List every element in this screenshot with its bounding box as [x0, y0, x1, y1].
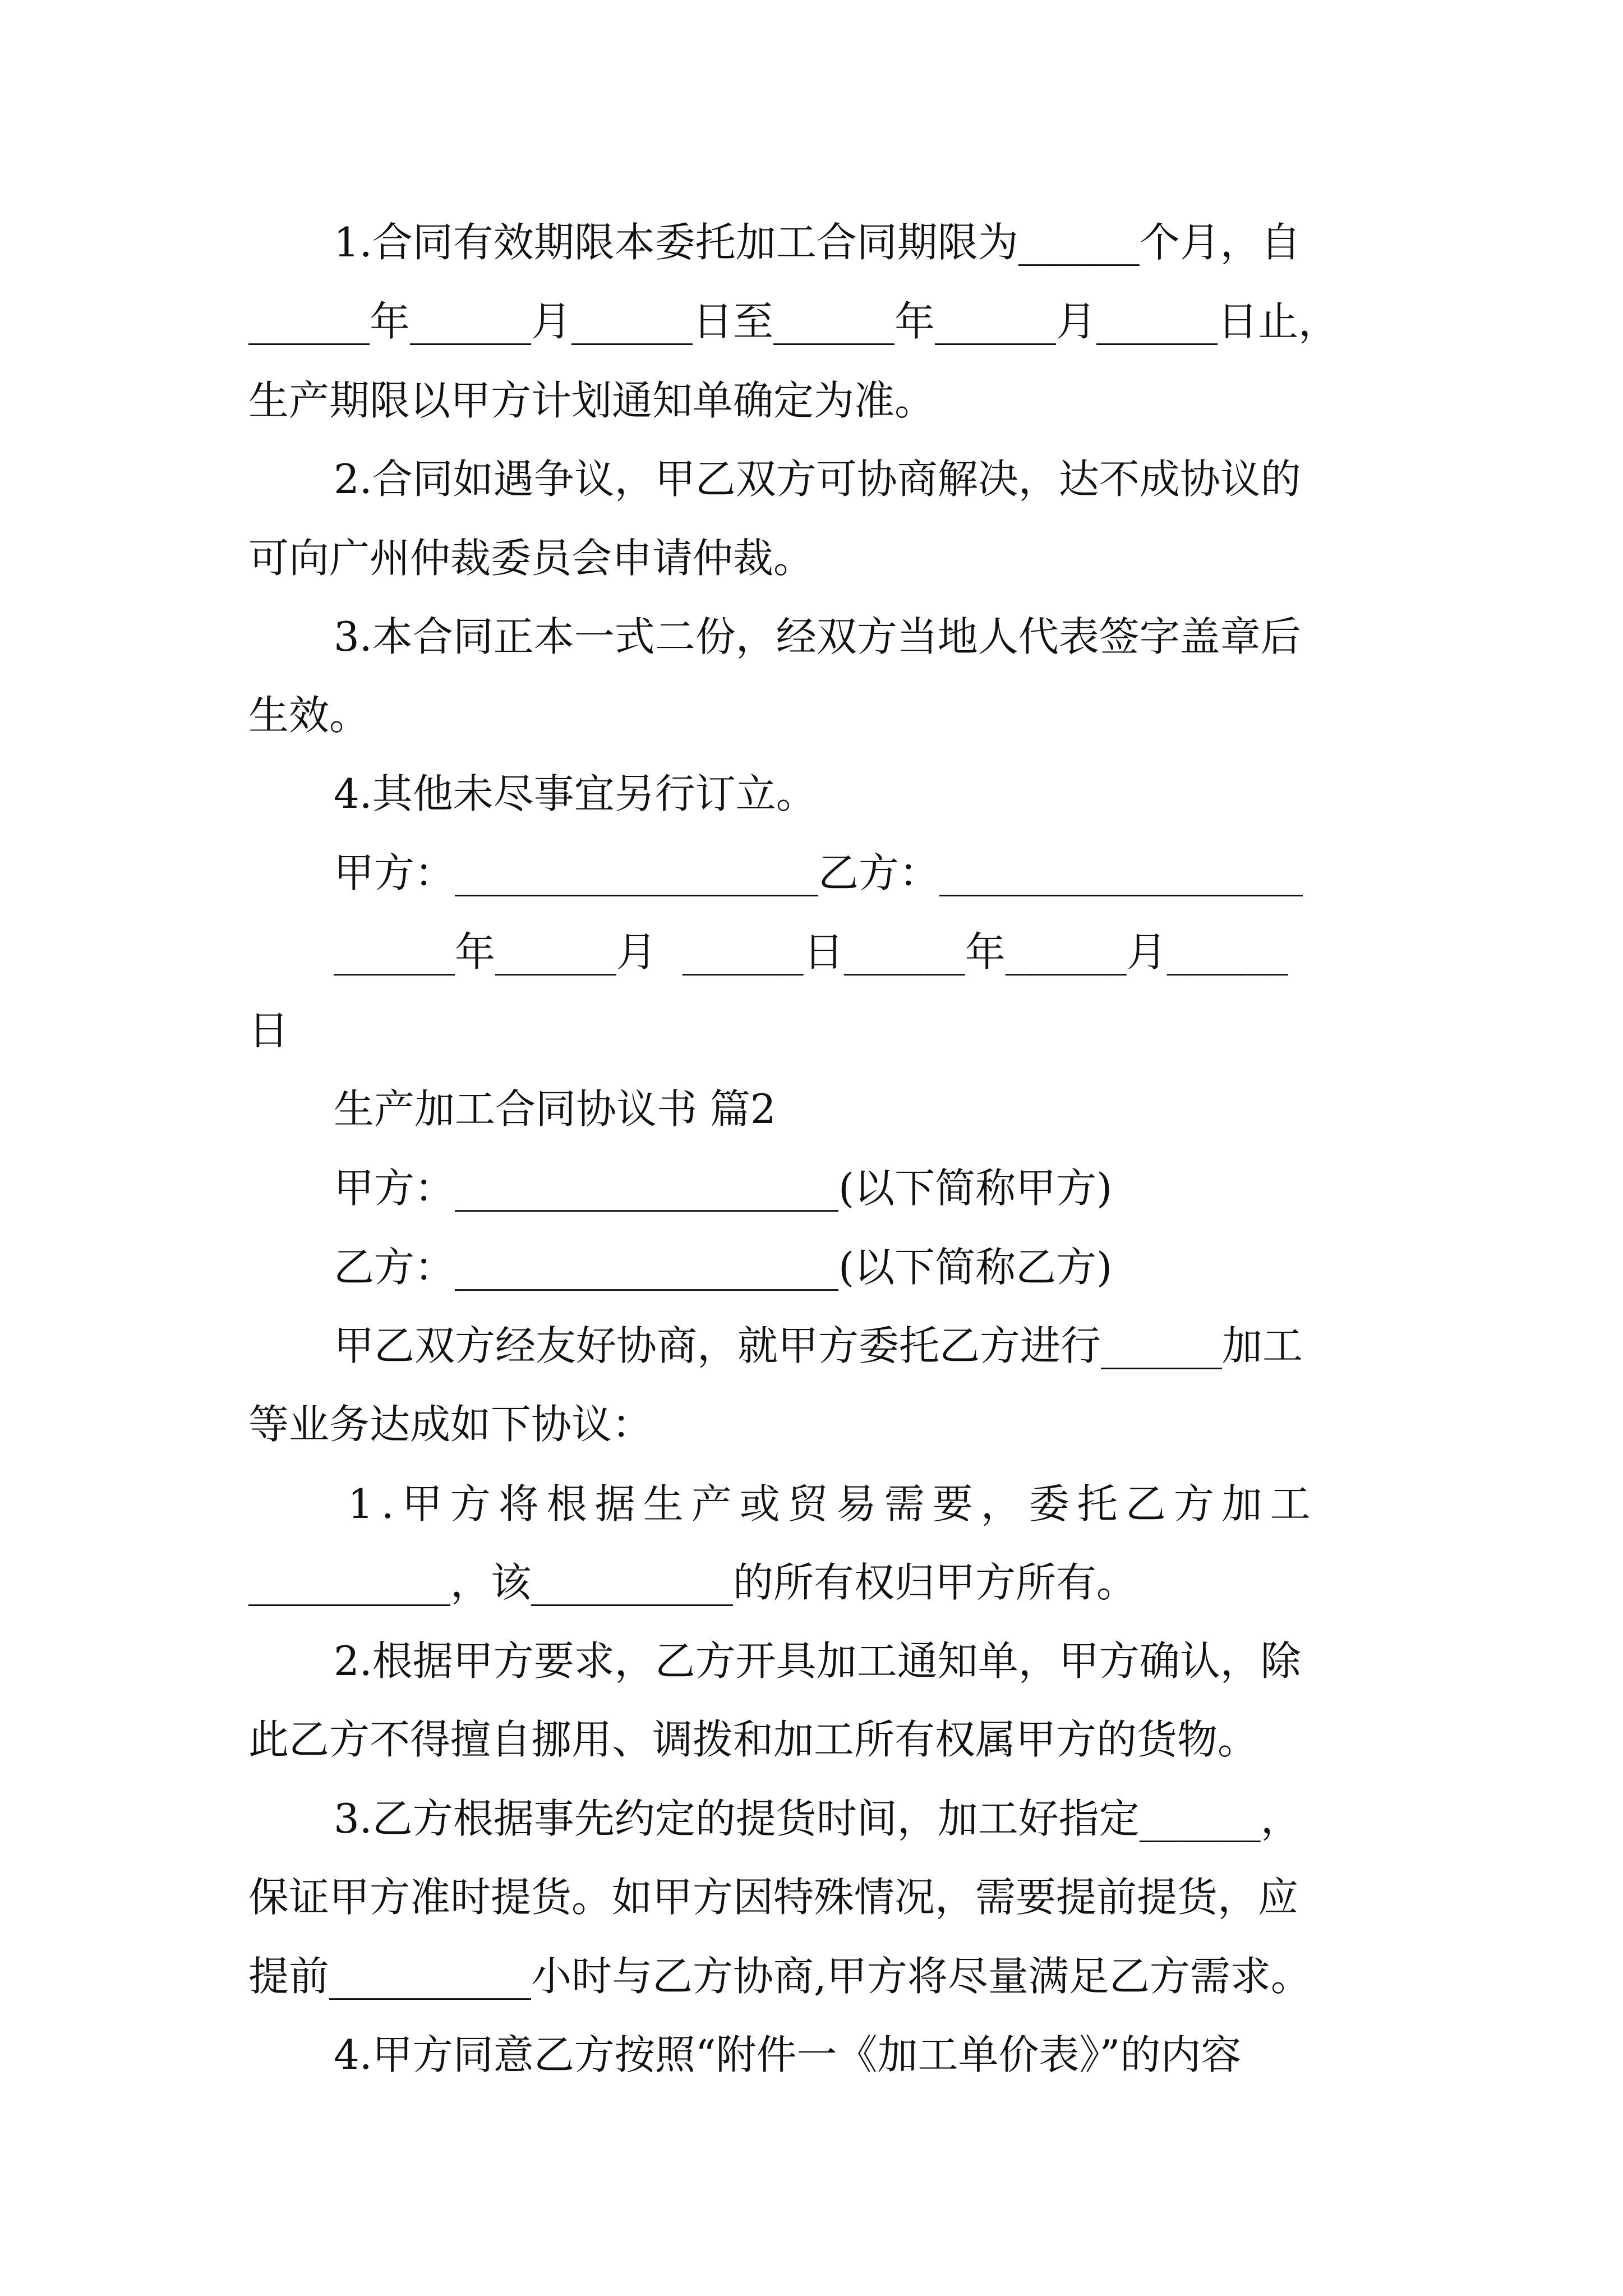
line-text-7: 生效。	[248, 692, 370, 739]
line-text-5: 可向广州仲裁委员会申请仲裁。	[248, 535, 814, 582]
line-text-13: 甲方：___________________(以下简称甲方)	[334, 1165, 1113, 1212]
line-text-24: 4.甲方同意乙方按照“附件一《加工单价表》”的内容	[334, 2031, 1242, 2078]
text-line	[0, 361, 1623, 440]
line-text-20: 此乙方不得擅自挪用、调拨和加工所有权属甲方的货物。	[248, 1716, 1258, 1763]
line-text-23: 提前__________小时与乙方协商,甲方将尽量满足乙方需求。	[248, 1953, 1311, 2000]
line-text-22: 保证甲方准时提货。如甲方因特殊情况，需要提前提货，应	[248, 1874, 1299, 1921]
text-line	[0, 1779, 1623, 1858]
text-line	[0, 440, 1623, 518]
line-text-17: 1.甲方将根据生产或贸易需要，委托乙方加工	[348, 1480, 1318, 1527]
text-line	[0, 1149, 1623, 1227]
text-line	[0, 1858, 1623, 1936]
text-line	[0, 1937, 1623, 2016]
line-text-8: 4.其他未尽事宜另行订立。	[334, 770, 817, 817]
text-line	[0, 754, 1623, 833]
line-text-18: __________，该__________的所有权归甲方所有。	[248, 1559, 1137, 1606]
text-line	[0, 282, 1623, 361]
line-text-9: 甲方：__________________乙方：__________________	[334, 849, 1303, 896]
line-text-16: 等业务达成如下协议：	[248, 1401, 653, 1448]
text-line	[0, 991, 1623, 1070]
line-text-19: 2.根据甲方要求，乙方开具加工通知单，甲方确认，除	[334, 1637, 1301, 1685]
text-line	[0, 1465, 1623, 1543]
line-text-10: ______年______月 ______日______年______月______	[334, 928, 1288, 976]
text-line	[0, 913, 1623, 991]
line-text-11: 日	[248, 1007, 289, 1054]
line-text-1: 1.合同有效期限本委托加工合同期限为______个月，自	[334, 219, 1301, 266]
text-line	[0, 1543, 1623, 1622]
text-line	[0, 1700, 1623, 1779]
text-line	[0, 1385, 1623, 1464]
text-line	[0, 203, 1623, 282]
line-text-21: 3.乙方根据事先约定的提货时间，加工好指定______，	[334, 1795, 1301, 1842]
text-line	[0, 834, 1623, 912]
line-text-14: 乙方：___________________(以下简称乙方)	[334, 1244, 1113, 1291]
text-line	[0, 1070, 1623, 1148]
text-line	[0, 1228, 1623, 1306]
text-line	[0, 1306, 1623, 1385]
text-line	[0, 597, 1623, 676]
line-text-4: 2.合同如遇争议，甲乙双方可协商解决，达不成协议的	[334, 455, 1301, 503]
text-line	[0, 2016, 1623, 2094]
text-line	[0, 676, 1623, 754]
line-text-15: 甲乙双方经友好协商，就甲方委托乙方进行______加工	[334, 1322, 1303, 1369]
line-text-3: 生产期限以甲方计划通知单确定为准。	[248, 377, 935, 424]
text-line	[0, 519, 1623, 597]
line-text-12: 生产加工合同协议书 篇2	[334, 1085, 776, 1133]
line-text-6: 3.本合同正本一式二份，经双方当地人代表签字盖章后	[334, 613, 1301, 660]
text-line	[0, 1622, 1623, 1700]
line-text-2: ______年______月______日至______年______月______日止，	[248, 298, 1339, 345]
